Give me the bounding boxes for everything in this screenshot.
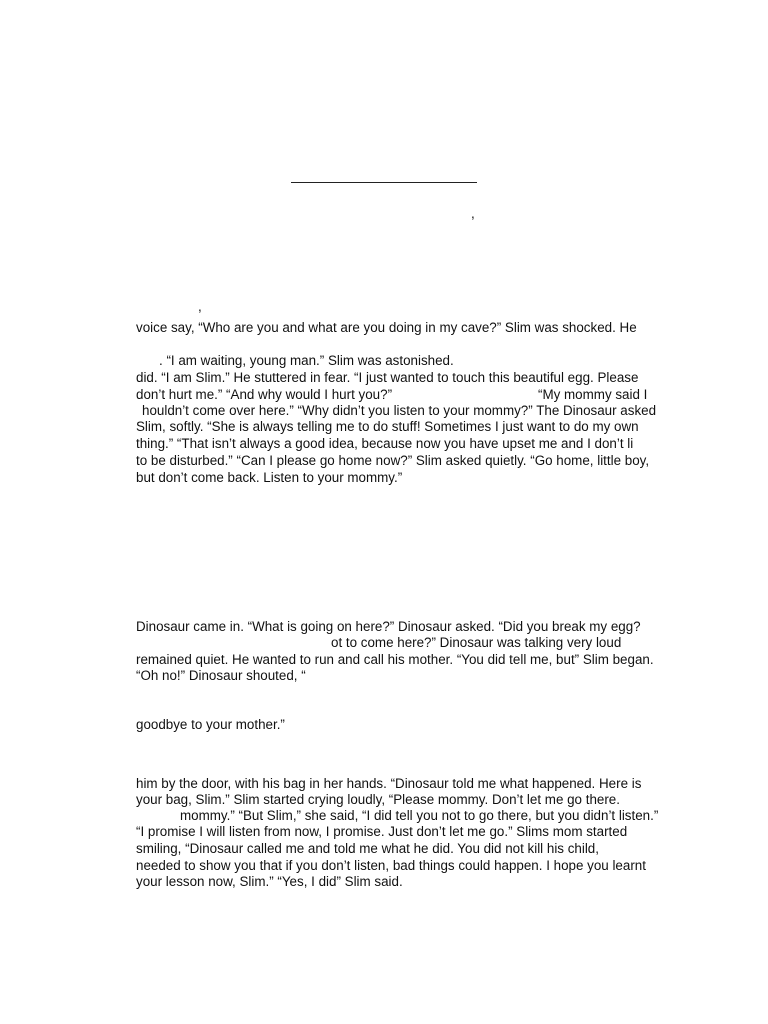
text-line: him by the door, with his bag in her hands. “Dinosaur told me what happened. Here is	[136, 776, 642, 791]
text-line: did. “I am Slim.” He stuttered in fear. “I just wanted to touch this beautiful egg. Please	[136, 370, 639, 385]
text-line: remained quiet. He wanted to run and call his mother. “You did tell me, but” Slim began.	[136, 652, 654, 667]
text-line: “My mommy said I	[538, 387, 648, 402]
text-line: Dinosaur came in. “What is going on here?” Dinosaur asked. “Did you break my egg?	[136, 619, 641, 634]
text-line: voice say, “Who are you and what are you doing in my cave?” Slim was shocked. He	[136, 320, 637, 335]
text-line: goodbye to your mother.”	[136, 717, 285, 732]
text-line: “Oh no!” Dinosaur shouted, “	[136, 668, 306, 683]
text-line: Slim, softly. “She is always telling me to do stuff! Sometimes I just want to do my own	[136, 419, 639, 434]
text-fragment: ,	[198, 299, 202, 314]
text-line: to be disturbed.” “Can I please go home now?” Slim asked quietly. “Go home, little boy,	[136, 453, 650, 468]
text-line: ot to come here?” Dinosaur was talking very loud	[331, 635, 622, 650]
text-line: “I promise I will listen from now, I promise. Just don’t let me go.” Slims mom started	[136, 824, 628, 839]
text-line: . “I am waiting, young man.” Slim was astonished.	[159, 353, 454, 368]
title-underline	[291, 182, 477, 183]
text-line: mommy.” “But Slim,” she said, “I did tell you not to go there, but you didn’t listen.”	[180, 808, 659, 823]
text-fragment: ,	[471, 206, 475, 221]
text-line: houldn’t come over here.” “Why didn’t you listen to your mommy?” The Dinosaur asked	[142, 403, 657, 418]
text-line: your bag, Slim.” Slim started crying loudly, “Please mommy. Don’t let me go there.	[136, 792, 620, 807]
text-line: don’t hurt me.” “And why would I hurt you?”	[136, 387, 393, 402]
text-line: smiling, “Dinosaur called me and told me what he did. You did not kill his child,	[136, 841, 599, 856]
text-line: thing.” “That isn’t always a good idea, because now you have upset me and I don’t li	[136, 436, 634, 451]
text-line: needed to show you that if you don’t listen, bad things could happen. I hope you learnt	[136, 858, 646, 873]
text-line: but don’t come back. Listen to your mommy.”	[136, 470, 403, 485]
text-line: your lesson now, Slim.” “Yes, I did” Slim said.	[136, 874, 403, 889]
